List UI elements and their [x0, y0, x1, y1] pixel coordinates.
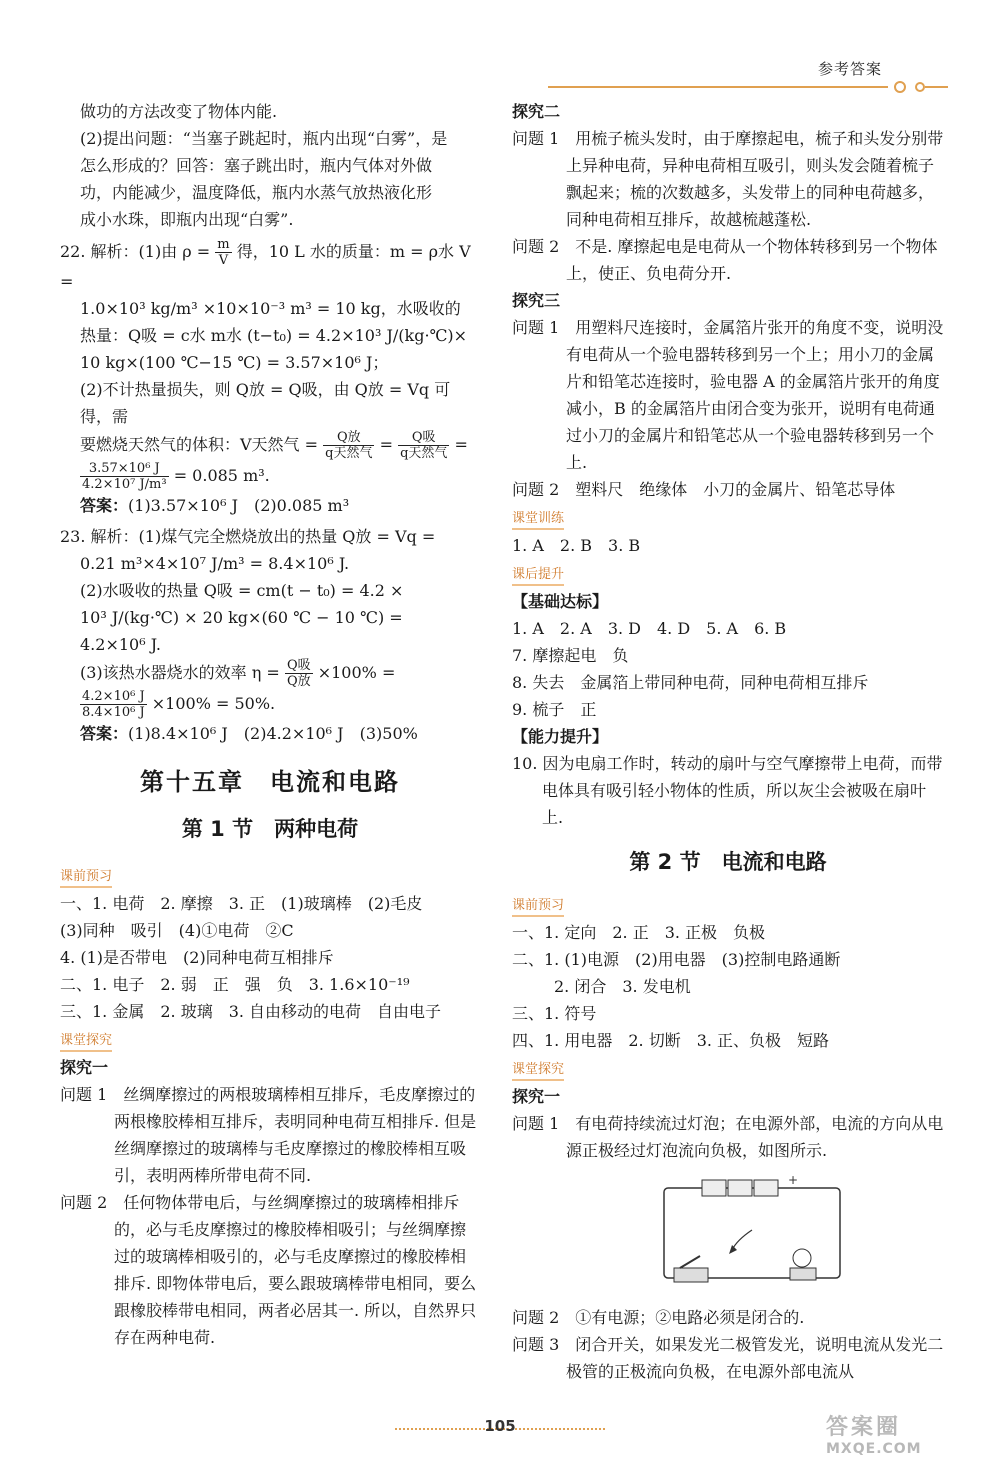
fraction: $\frac{\text{4.2×10⁶ J}}{\text{8.4×10⁶ J}}$	[82, 689, 145, 720]
fraction: $\frac{\text{Q吸}}{\text{Q放}}$	[286, 658, 311, 689]
right-column	[512, 98, 944, 1385]
text-line: 怎么形成的？回答：塞子跳出时，瓶内气体对外做	[80, 156, 433, 175]
left-column	[60, 98, 480, 1351]
question-item: 问题 3 闭合开关，如果发光二极管发光，说明电流从发光二极管的正极流向负极，在电源外部电流从	[512, 1335, 944, 1381]
battery-plus-label: +	[788, 1173, 799, 1187]
fraction: $\frac{m}{V}$	[217, 237, 230, 268]
explore-title: 探究一	[60, 1058, 109, 1077]
tag-train: 课堂训练	[512, 510, 564, 530]
chapter-title: 第十五章 电流和电路	[140, 768, 400, 796]
tag-preview: 课前预习	[60, 868, 112, 888]
section-title: 第 2 节 电流和电路	[629, 850, 827, 874]
tag-preview: 课前预习	[512, 897, 564, 917]
text-line: 10 kg×(100 ℃−15 ℃) = 3.57×10⁶ J；	[80, 353, 389, 372]
question-item: 问题 2 任何物体带电后，与丝绸摩擦过的玻璃棒相排斥的，必与毛皮摩擦过的橡胶棒相吸引；与丝绸摩擦过的玻璃棒相吸引的，必与毛皮摩擦过的橡胶棒相排斥. 即物体带电后，要么跟玻璃棒带电相同，要么跟橡胶棒带电相同，两者必居其一. 所以，自然界只存在两种电荷.	[60, 1193, 477, 1347]
text-line: 热量：Q吸 = c水 m水 (t−t₀) = 4.2×10³ J/(kg·℃)×	[80, 326, 468, 345]
text-line: 一、1. 电荷 2. 摩擦 3. 正 (1)玻璃棒 (2)毛皮	[60, 894, 423, 913]
question-item: 问题 1 丝绸摩擦过的两根玻璃棒相互排斥，毛皮摩擦过的两根橡胶棒相互排斥，表明同种电荷互相排斥. 但是丝绸摩擦过的玻璃棒与毛皮摩擦过的橡胶棒相互吸引，表明两棒所带电荷不同.	[60, 1085, 477, 1185]
text-line: 二、1. (1)电源 (2)用电器 (3)控制电路通断	[512, 950, 841, 969]
q23-efficiency-line: (3)该热水器烧水的效率 η = $\frac{\text{Q吸}}{\text{Q放}}$ ×100% =	[80, 658, 396, 689]
text-line: 2. 闭合 3. 发电机	[554, 977, 691, 996]
text-line: 一、1. 定向 2. 正 3. 正极 负极	[512, 923, 766, 942]
watermark: 答案圈 MXQE.COM	[826, 1415, 922, 1457]
tag-explore: 课堂探究	[60, 1032, 112, 1052]
question-item: 问题 1 用梳子梳头发时，由于摩擦起电，梳子和头发分别带上异种电荷，异种电荷相互吸引，则头发会随着梳子飘起来；梳的次数越多，头发带上的同种电荷越多，同种电荷相互排斥，故越梳越蓬松.	[512, 129, 944, 229]
text-line: 1. A 2. A 3. D 4. D 5. A 6. B	[512, 619, 787, 638]
question-item: 问题 1 用塑料尺连接时，金属箔片张开的角度不变，说明没有电荷从一个验电器转移到另一个上；用小刀的金属片和铅笔芯连接时，验电器 A 的金属箔片张开的角度减小，B 的金属箔片由闭合变为张开，说明有电荷通过小刀的金属片和铅笔芯从一个验电器转移到另一个上.	[512, 318, 944, 472]
question-item: 问题 1 有电荷持续流过灯泡；在电源外部，电流的方向从电源正极经过灯泡流向负极，如图所示.	[512, 1114, 944, 1160]
text-line: 1.0×10³ kg/m³ ×10×10⁻³ m³ = 10 kg，水吸收的	[80, 299, 461, 318]
explore-title: 探究二	[512, 102, 561, 121]
text-line: (2)水吸收的热量 Q吸 = cm(t − t₀) = 4.2 ×	[80, 581, 404, 600]
text-line: 10³ J/(kg·℃) × 20 kg×(60 ℃ − 10 ℃) =	[80, 608, 403, 627]
circuit-diagram	[652, 1170, 852, 1290]
text-line: 8. 失去 金属箔上带同种电荷，同种电荷相互排斥	[512, 673, 869, 692]
text-line: 四、1. 用电器 2. 切断 3. 正、负极 短路	[512, 1031, 830, 1050]
text-line: 0.21 m³×4×10⁷ J/m³ = 8.4×10⁶ J.	[80, 554, 350, 573]
text-line: 做功的方法改变了物体内能.	[80, 102, 278, 121]
text-line: 三、1. 符号	[512, 1004, 597, 1023]
text-line: 4.2×10⁶ J.	[80, 635, 161, 654]
text-line: 9. 梳子 正	[512, 700, 597, 719]
tag-explore: 课堂探究	[512, 1061, 564, 1081]
q23-result-line: $\frac{\text{4.2×10⁶ J}}{\text{8.4×10⁶ J}}$ ×100% = 50%.	[82, 689, 276, 720]
q22-result-line: $\frac{\text{3.57×10⁶ J}}{\text{4.2×10⁷ J/m³}}$ = 0.085 m³.	[82, 461, 270, 492]
question-item: 问题 2 ①有电源；②电路必须是闭合的.	[512, 1308, 805, 1327]
q22-volume-line: 要燃烧天然气的体积：V天然气 = $\frac{\text{Q放}}{\text{q天然气}}$ = $\frac{\text{Q吸}}{\text{q天然气}}$ =	[80, 430, 468, 461]
text-line: (3)同种 吸引 (4)①电荷 ②C	[60, 921, 294, 940]
subheading: 【能力提升】	[512, 727, 609, 746]
text-line: 三、1. 金属 2. 玻璃 3. 自由移动的电荷 自由电子	[60, 1002, 442, 1021]
fraction: $\frac{\text{Q放}}{\text{q天然气}}$	[325, 430, 373, 461]
text-line: 4. (1)是否带电 (2)同种电荷互相排斥	[60, 948, 334, 967]
text-line: (2)不计热量损失，则 Q放 = Q吸，由 Q放 = Vq 可得，需	[80, 380, 451, 426]
text-line: 1. A 2. B 3. B	[512, 536, 641, 555]
section-title: 第 1 节 两种电荷	[181, 817, 359, 841]
question-item: 问题 2 塑料尺 绝缘体 小刀的金属片、铅笔芯导体	[512, 480, 896, 499]
text-line: 功，内能减少，温度降低，瓶内水蒸气放热液化形	[80, 183, 433, 202]
page-number: 105	[484, 1417, 516, 1435]
text-line: 成小水珠，即瓶内出现“白雾”.	[80, 210, 294, 229]
explore-title: 探究三	[512, 291, 561, 310]
q23-answer: 答案：(1)8.4×10⁶ J (2)4.2×10⁶ J (3)50%	[80, 724, 418, 743]
text-line: 二、1. 电子 2. 弱 正 强 负 3. 1.6×10⁻¹⁹	[60, 975, 410, 994]
text-line: 23. 解析：(1)煤气完全燃烧放出的热量 Q放 = Vq =	[60, 527, 436, 546]
header-title: 参考答案	[818, 60, 883, 78]
fraction: $\frac{\text{3.57×10⁶ J}}{\text{4.2×10⁷ J/m³}}$	[82, 461, 167, 492]
text-line: 7. 摩擦起电 负	[512, 646, 629, 665]
text-line: (2)提出问题：“当塞子跳起时，瓶内出现“白雾”，是	[80, 129, 448, 148]
explore-title: 探究一	[512, 1087, 561, 1106]
header-rule	[548, 78, 948, 96]
tag-after: 课后提升	[512, 566, 564, 586]
fraction: $\frac{\text{Q吸}}{\text{q天然气}}$	[400, 430, 448, 461]
question-item: 10. 因为电扇工作时，转动的扇叶与空气摩擦带上电荷，而带电体具有吸引轻小物体的性质，所以灰尘会被吸在扇叶上.	[512, 754, 943, 827]
q22-line: 22. 解析：(1)由 ρ = $\frac{m}{V}$ 得，10 L 水的质量：m = ρ水 V =	[60, 237, 471, 291]
question-item: 问题 2 不是. 摩擦起电是电荷从一个物体转移到另一个物体上，使正、负电荷分开.	[512, 237, 938, 283]
q22-answer: 答案：(1)3.57×10⁶ J (2)0.085 m³	[80, 496, 350, 515]
subheading: 【基础达标】	[512, 592, 609, 611]
